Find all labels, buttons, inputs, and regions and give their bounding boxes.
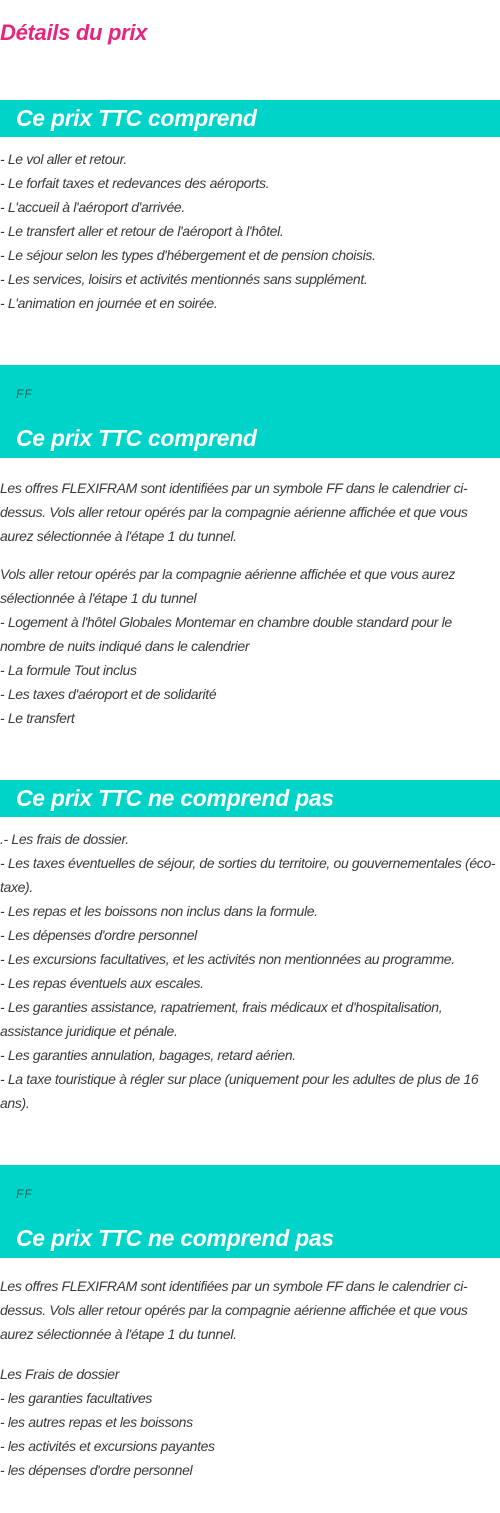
flexifram-intro [0,1274,497,1346]
list-item: - La formule Tout inclus [0,662,137,678]
list-item: - Les repas et les boissons non inclus dans la formule. [0,903,318,919]
list-item: - Les garanties annulation, bagages, retard aérien. [0,1047,296,1063]
list-item: - les dépenses d'ordre personnel [0,1462,193,1478]
list-item: - Le transfert [0,710,75,726]
intro-paragraph: Les offres FLEXIFRAM sont identifiées par un symbole FF dans le calendrier ci-dessus. Vols aller retour opérés par la compagnie aérienne affichée et que vous aurez sélectionnée à l'étape 1 du tunnel. [0,1278,468,1342]
list-item: - les autres repas et les boissons [0,1414,193,1430]
includes-list [0,147,497,315]
section-title: Ce prix TTC ne comprend pas [16,1225,334,1251]
list-item: - Les dépenses d'ordre personnel [0,927,197,943]
list-item: - les garanties facultatives [0,1390,153,1406]
list-item: - Le forfait taxes et redevances des aéroports. [0,175,270,191]
flexifram-intro [0,476,497,548]
list-item: - L'accueil à l'aéroport d'arrivée. [0,199,185,215]
list-item: - La taxe touristique à régler sur place (uniquement pour les adultes de plus de 16 ans). [0,1071,479,1111]
list-item: - Les taxes éventuelles de séjour, de sorties du territoire, ou gouvernementales (éco-taxe). [0,855,496,895]
section-header-flexifram-includes [0,365,500,458]
list-item: - Le vol aller et retour. [0,151,127,167]
list-item: - Le transfert aller et retour de l'aéroport à l'hôtel. [0,223,284,239]
list-item: - Logement à l'hôtel Globales Montemar en chambre double standard pour le nombre de nuits indiqué dans le calendrier [0,614,452,654]
flexifram-code: FF [16,387,33,401]
section-title: Ce prix TTC comprend [16,105,257,131]
list-item: - Les repas éventuels aux escales. [0,975,204,991]
section-header-excludes [0,780,500,817]
list-item: - Les services, loisirs et activités mentionnés sans supplément. [0,271,368,287]
intro-paragraph: Les offres FLEXIFRAM sont identifiées par un symbole FF dans le calendrier ci-dessus. Vols aller retour opérés par la compagnie aérienne affichée et que vous aurez sélectionnée à l'étape 1 du tunnel. [0,480,468,544]
list-item: - les activités et excursions payantes [0,1438,215,1454]
list-item: .- Les frais de dossier. [0,831,129,847]
flexifram-excludes-list [0,1362,497,1482]
flexifram-includes-list [0,562,497,730]
list-item: - L'animation en journée et en soirée. [0,295,218,311]
excludes-list [0,827,497,1115]
list-item: - Les garanties assistance, rapatriement, frais médicaux et d'hospitalisation, assistance juridique et pénale. [0,999,443,1039]
flexifram-code: FF [16,1187,33,1201]
section-header-includes [0,100,500,137]
list-item: Les Frais de dossier [0,1366,120,1382]
section-header-flexifram-excludes [0,1165,500,1258]
list-item: - Les taxes d'aéroport et de solidarité [0,686,217,702]
section-title: Ce prix TTC ne comprend pas [16,785,334,811]
page-title: Détails du prix [0,20,148,45]
section-title: Ce prix TTC comprend [16,425,257,451]
list-item: Vols aller retour opérés par la compagnie aérienne affichée et que vous aurez sélectionnée à l'étape 1 du tunnel [0,566,456,606]
list-item: - Les excursions facultatives, et les activités non mentionnées au programme. [0,951,455,967]
list-item: - Le séjour selon les types d'hébergement et de pension choisis. [0,247,376,263]
